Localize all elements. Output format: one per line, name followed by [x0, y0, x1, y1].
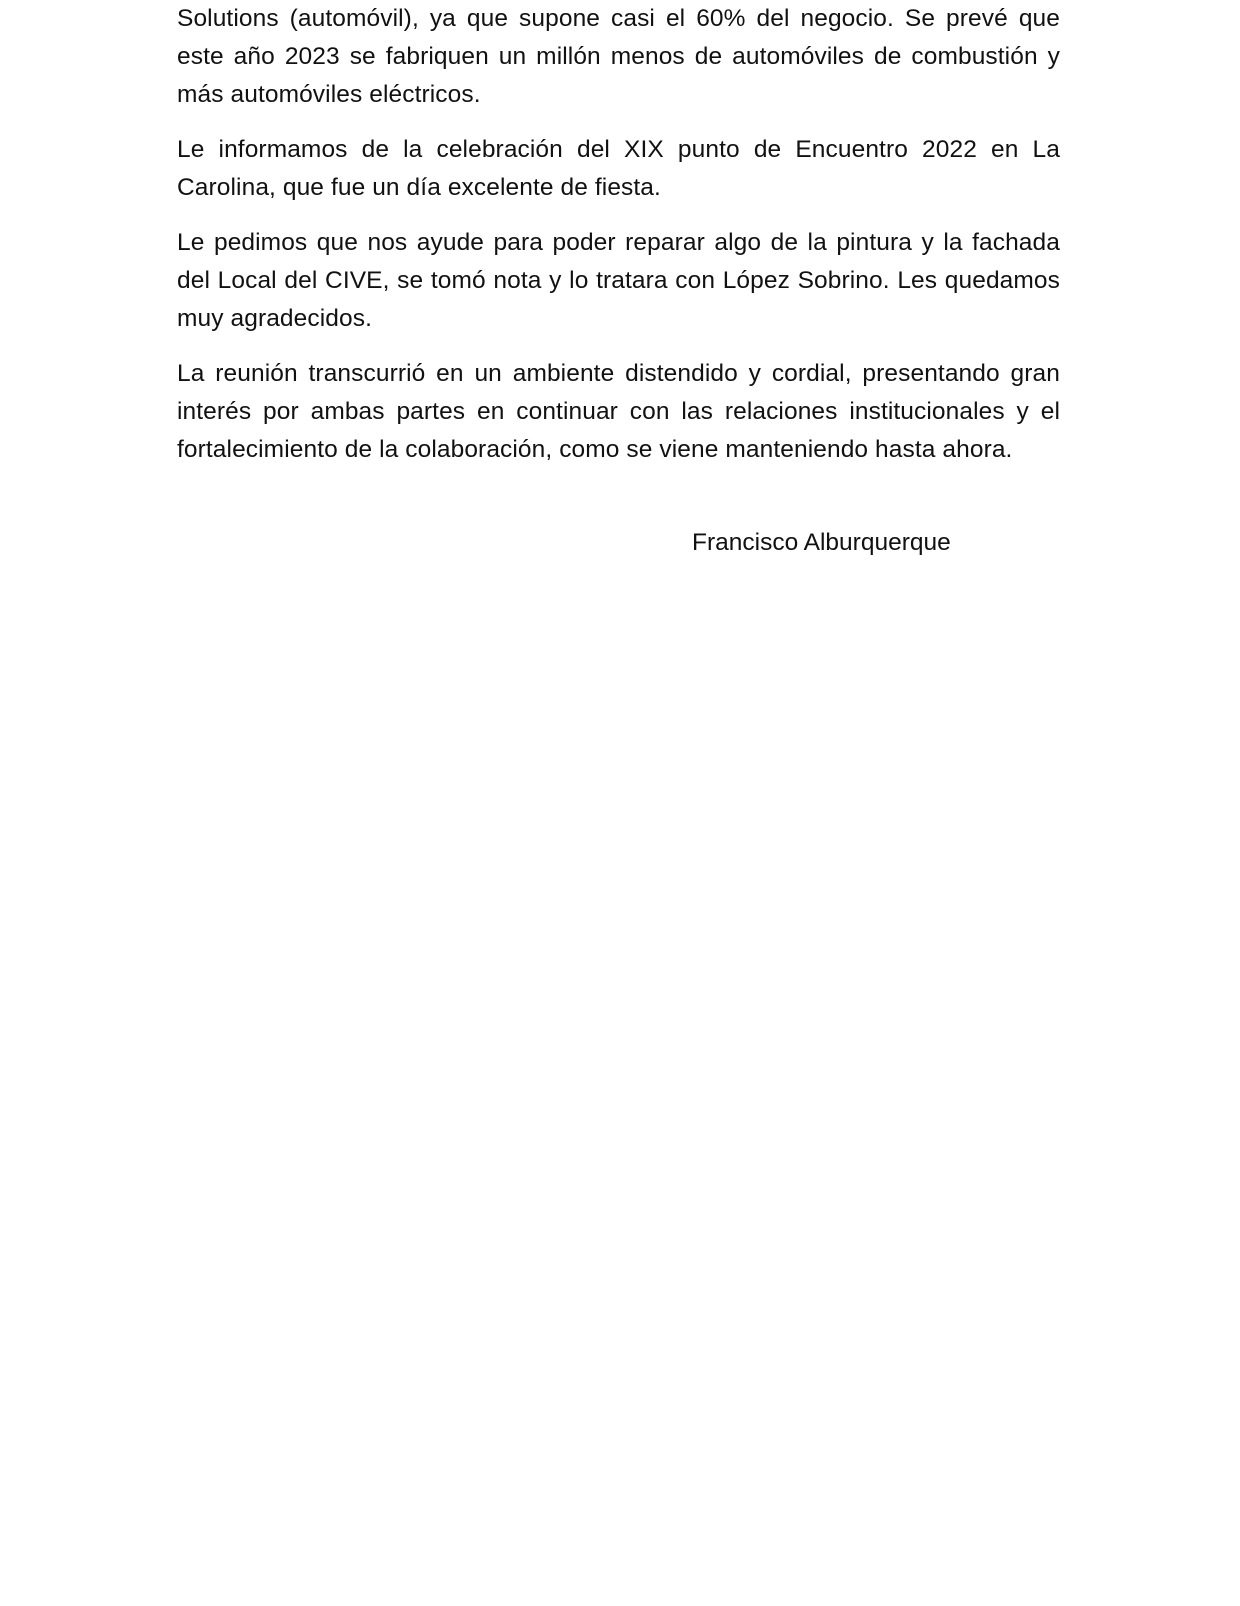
- paragraph-automotive-forecast: Solutions (automóvil), ya que supone casi el 60% del negocio. Se prevé que este año 2023 se fabriquen un millón menos de automóviles de combustión y más automóviles eléctricos.: [177, 5, 1060, 108]
- paragraph-repair-request: Le pedimos que nos ayude para poder reparar algo de la pintura y la fachada del Local del CIVE, se tomó nota y lo tratara con López Sobrino. Les quedamos muy agradecidos.: [177, 229, 1060, 332]
- paragraph-encuentro-event: Le informamos de la celebración del XIX punto de Encuentro 2022 en La Carolina, que fue un día excelente de fiesta.: [177, 136, 1060, 201]
- signature-name: Francisco Alburquerque: [692, 529, 951, 556]
- document-body: [177, 0, 1060, 486]
- paragraph-meeting-summary: La reunión transcurrió en un ambiente distendido y cordial, presentando gran interés por ambas partes en continuar con las relaciones institucionales y el fortalecimiento de la colaboración, como se viene manteniendo hasta ahora.: [177, 360, 1060, 463]
